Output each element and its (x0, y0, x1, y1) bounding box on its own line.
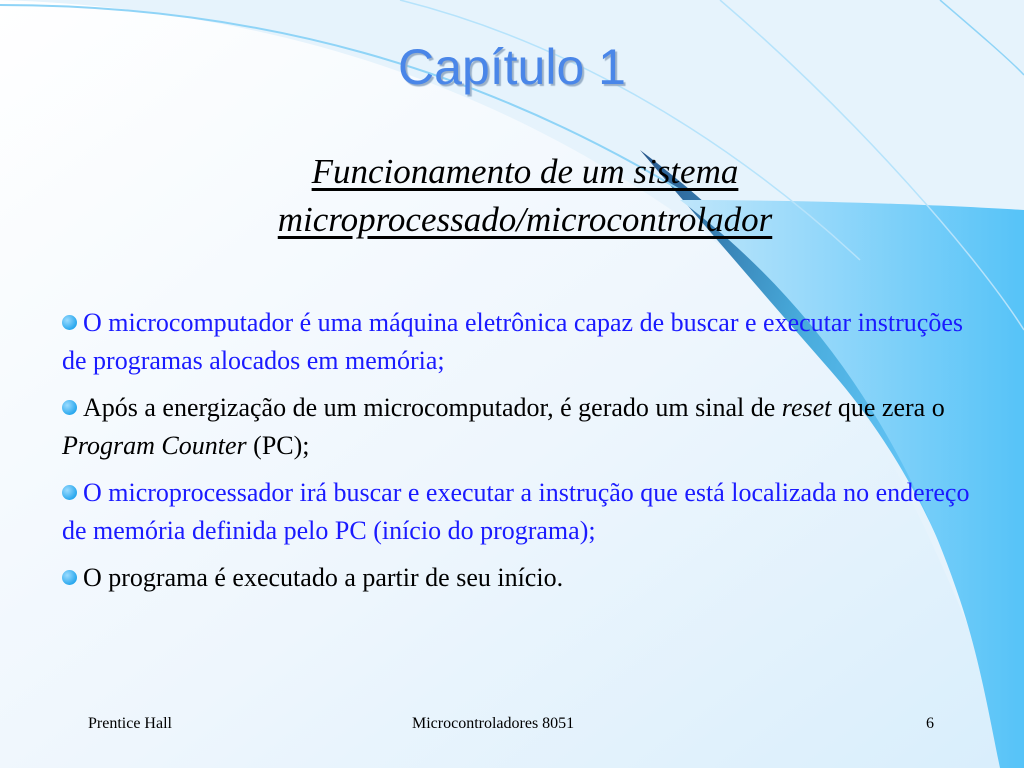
bullet-item-2 (62, 389, 982, 465)
bullet-text: O programa é executado a partir de seu início. (83, 563, 564, 592)
bullet-item-3 (62, 474, 982, 550)
slide-title: Capítulo 1 (398, 39, 626, 95)
bullet-dot-icon (62, 570, 77, 585)
bullet-item-1 (62, 304, 982, 380)
footer-left: Prentice Hall (88, 715, 172, 732)
bullet-text: O microcomputador é uma máquina eletrônica capaz de buscar e executar instruções de programas alocados em memória; (62, 308, 963, 375)
bullet-dot-icon (62, 485, 77, 500)
bullet-dot-icon (62, 315, 77, 330)
bullet-text: (PC); (246, 431, 310, 460)
page-number: 6 (926, 715, 934, 732)
bullet-text-italic: reset (781, 393, 832, 422)
bullet-text: que zera o (831, 393, 945, 422)
bullet-text: O microprocessador irá buscar e executar a instrução que está localizada no endereço de memória definida pelo PC (início do programa); (62, 478, 970, 545)
bullet-list (62, 304, 982, 606)
bullet-item-4 (62, 559, 982, 597)
subtitle-line-2: microprocessado/microcontrolador (277, 200, 773, 239)
slide-subtitle (150, 148, 900, 244)
bullet-text: Após a energização de um microcomputador, é gerado um sinal de (83, 393, 782, 422)
bullet-dot-icon (62, 400, 77, 415)
footer-center: Microcontroladores 8051 (412, 715, 575, 732)
bullet-text-italic: Program Counter (62, 431, 247, 460)
subtitle-line-1: Funcionamento de um sistema (311, 152, 739, 191)
